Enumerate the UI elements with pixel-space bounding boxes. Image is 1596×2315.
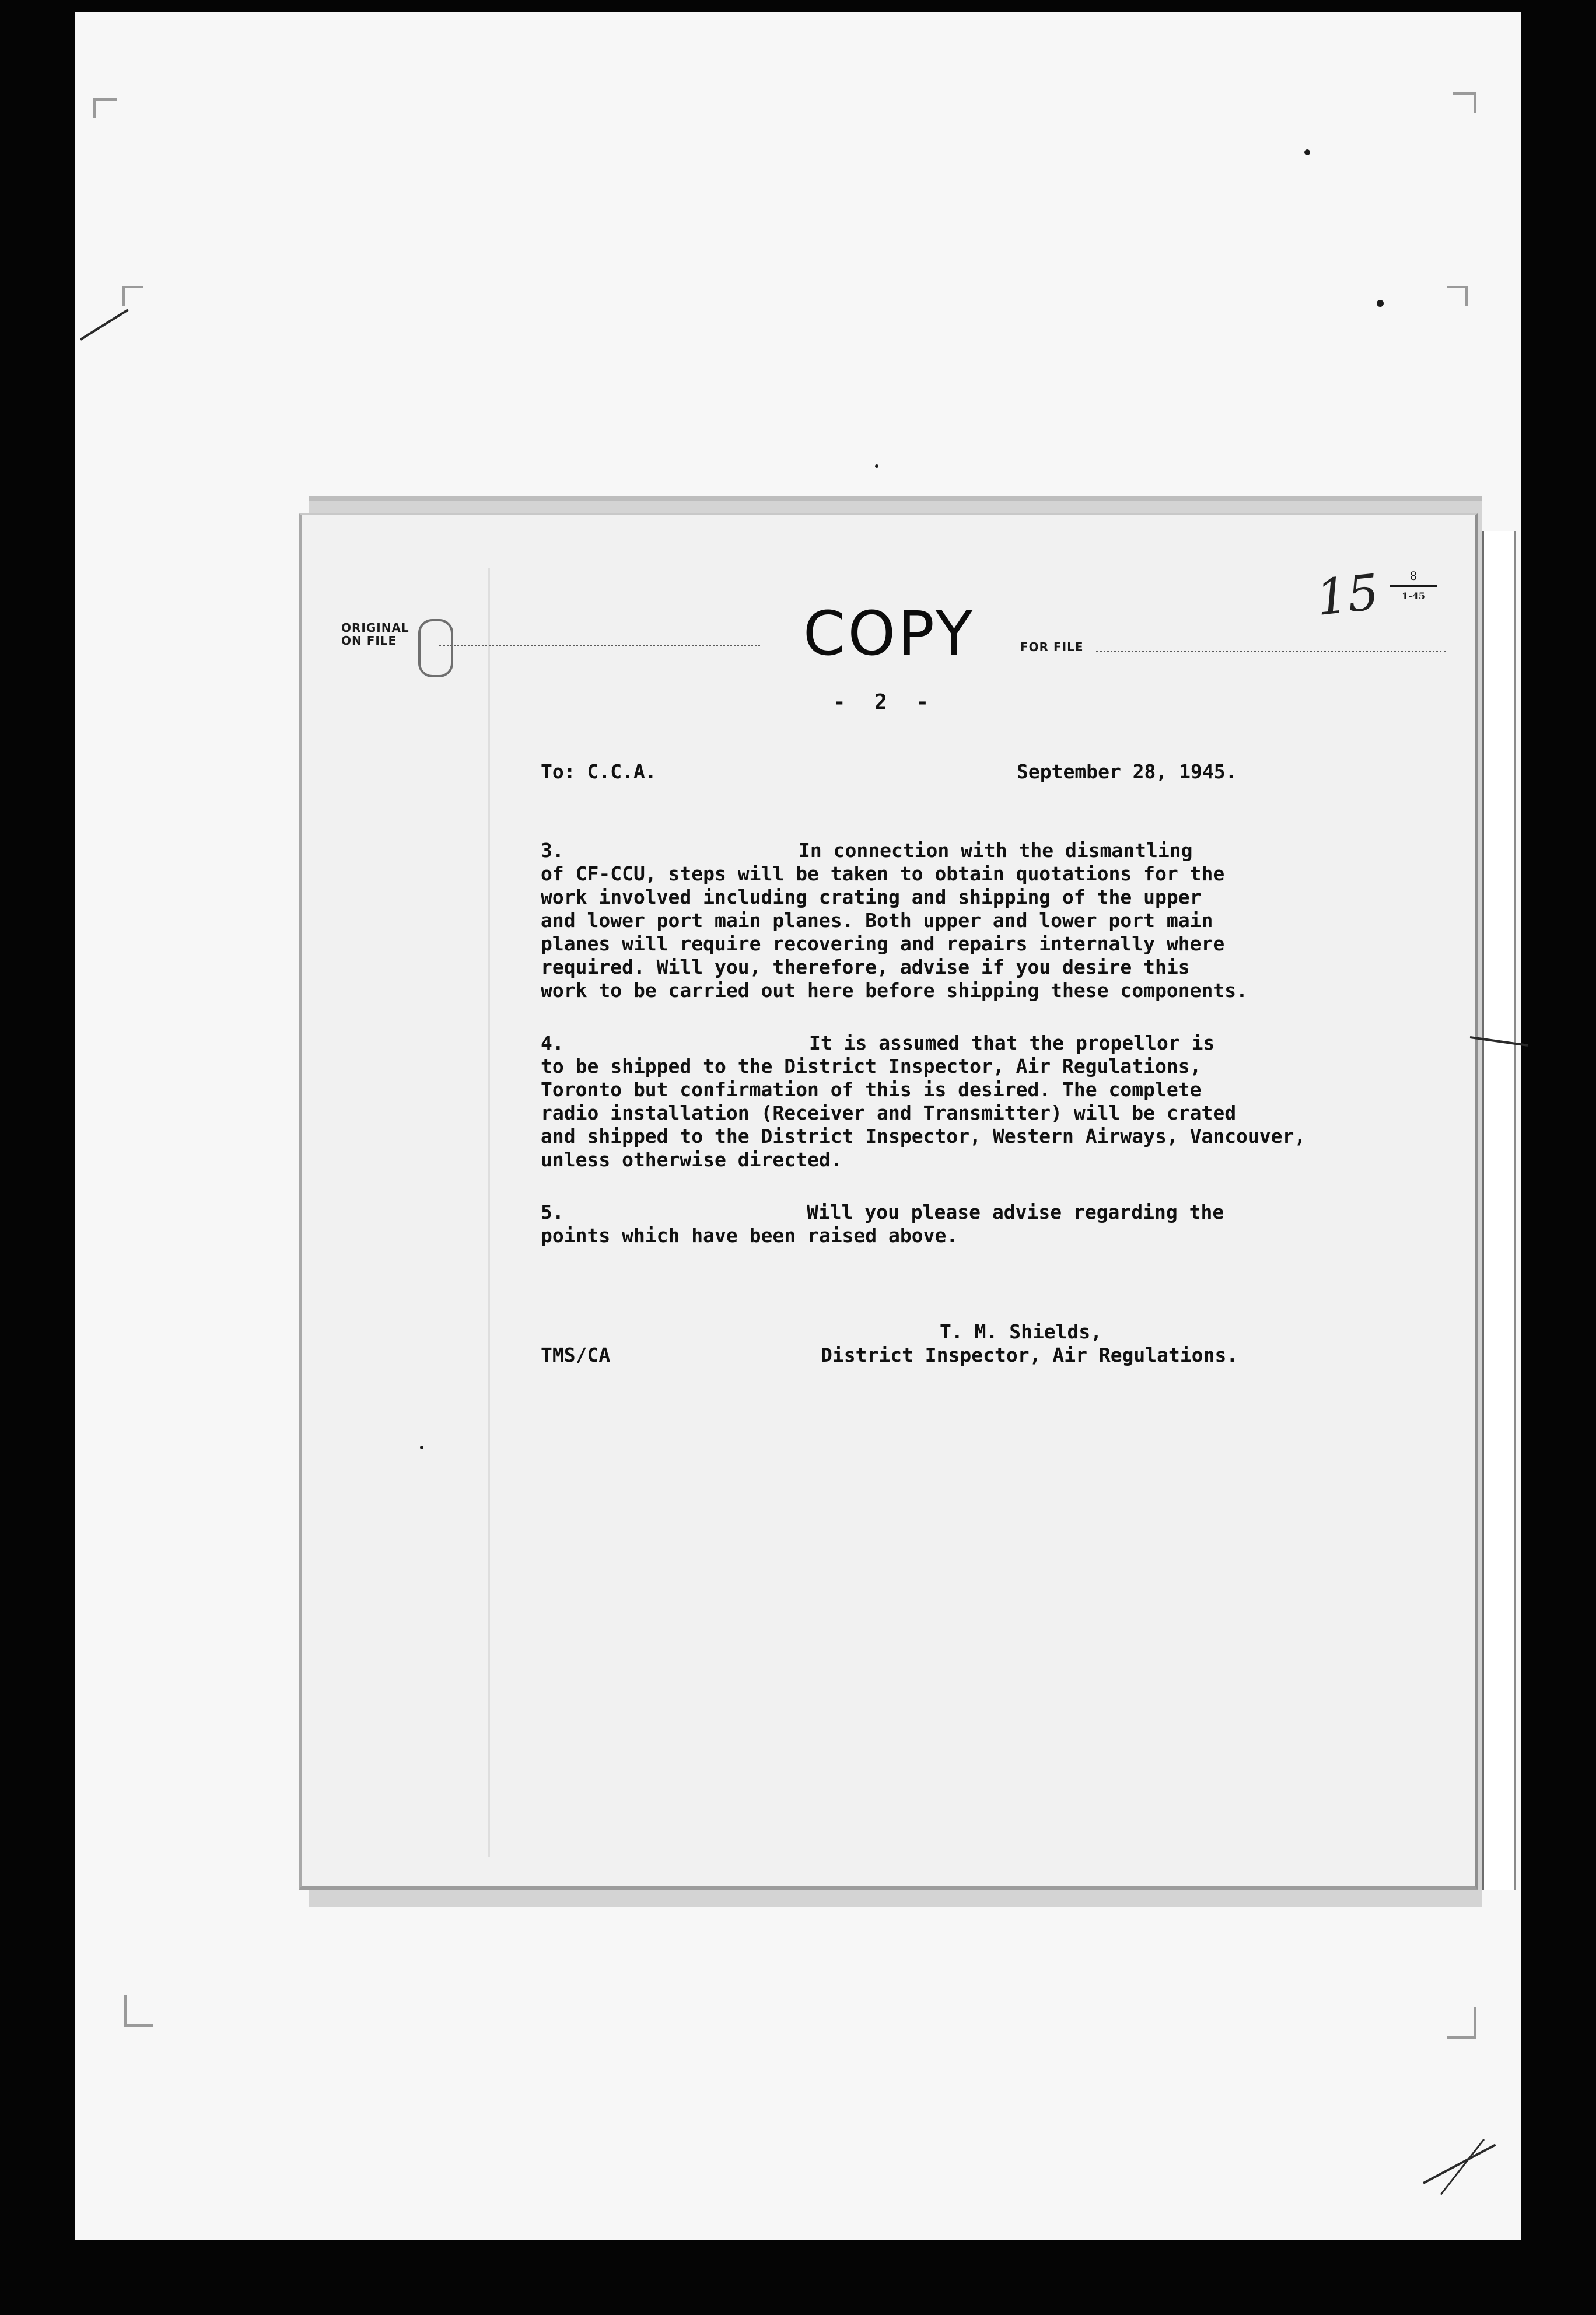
handwritten-folio-number: 15 (1313, 563, 1382, 627)
addressee-line: To: C.C.A. (541, 760, 657, 783)
copy-stamp-title: COPY (803, 598, 975, 669)
form-code (1390, 569, 1437, 603)
dust-speck (1304, 149, 1310, 155)
paragraph-3-number: 3. (541, 839, 564, 862)
paragraph-5-number: 5. (541, 1201, 564, 1223)
crop-mark-mid-right (1447, 286, 1468, 306)
paragraph-4-body: to be shipped to the District Inspector, Air Regulations, Toronto but confirmation of this is desired. The complete radio installation (Receiver and Transmitter) will be crated and shipped to the District Inspector, Western Airways, Vancouver, unless otherwise directed. (541, 1055, 1306, 1171)
stamp-line-original: ORIGINAL (341, 621, 410, 635)
crop-mark-top-left (93, 98, 117, 118)
dust-speck (420, 1446, 424, 1449)
signatory-title: District Inspector, Air Regulations. (821, 1344, 1238, 1366)
adjacent-sheet-edge (1482, 531, 1516, 1890)
dotted-rule-left (439, 645, 760, 646)
paragraph-3-first-line: In connection with the dismantling (799, 839, 1193, 862)
for-file-label: FOR FILE (1020, 640, 1084, 654)
dotted-rule-right (1096, 651, 1446, 652)
form-code-top: 8 (1390, 569, 1437, 587)
margin-line (488, 568, 490, 1857)
signatory-name: T. M. Shields, (940, 1320, 1102, 1343)
reference-initials: TMS/CA (541, 1344, 611, 1366)
paper-clip-icon (418, 619, 453, 677)
letter-date: September 28, 1945. (1017, 760, 1237, 783)
letter-page (299, 513, 1478, 1890)
stamp-line-on-file: ON FILE (341, 634, 397, 648)
paragraph-5-first-line: Will you please advise regarding the (807, 1201, 1224, 1223)
dust-speck (875, 464, 878, 468)
page-number: - 2 - (832, 690, 937, 714)
paragraph-4-first-line: It is assumed that the propellor is (809, 1031, 1215, 1054)
crop-mark-top-right (1452, 92, 1476, 113)
crop-mark-mid-left (123, 286, 144, 306)
crop-mark-bottom-right (1447, 2007, 1476, 2039)
form-code-bottom: 1-45 (1401, 590, 1426, 602)
paragraph-4-number: 4. (541, 1031, 564, 1054)
dust-speck (1377, 300, 1384, 307)
paragraph-5-body: points which have been raised above. (541, 1224, 958, 1247)
crop-mark-bottom-left (124, 1995, 153, 2027)
paragraph-3-body: of CF-CCU, steps will be taken to obtain quotations for the work involved including crating and shipping of the upper and lower port main planes. Both upper and lower port main planes will require recovering and repairs internally where required. Will you, therefore, advise if you desire this work to be carried out here before shipping these components. (541, 862, 1248, 1002)
